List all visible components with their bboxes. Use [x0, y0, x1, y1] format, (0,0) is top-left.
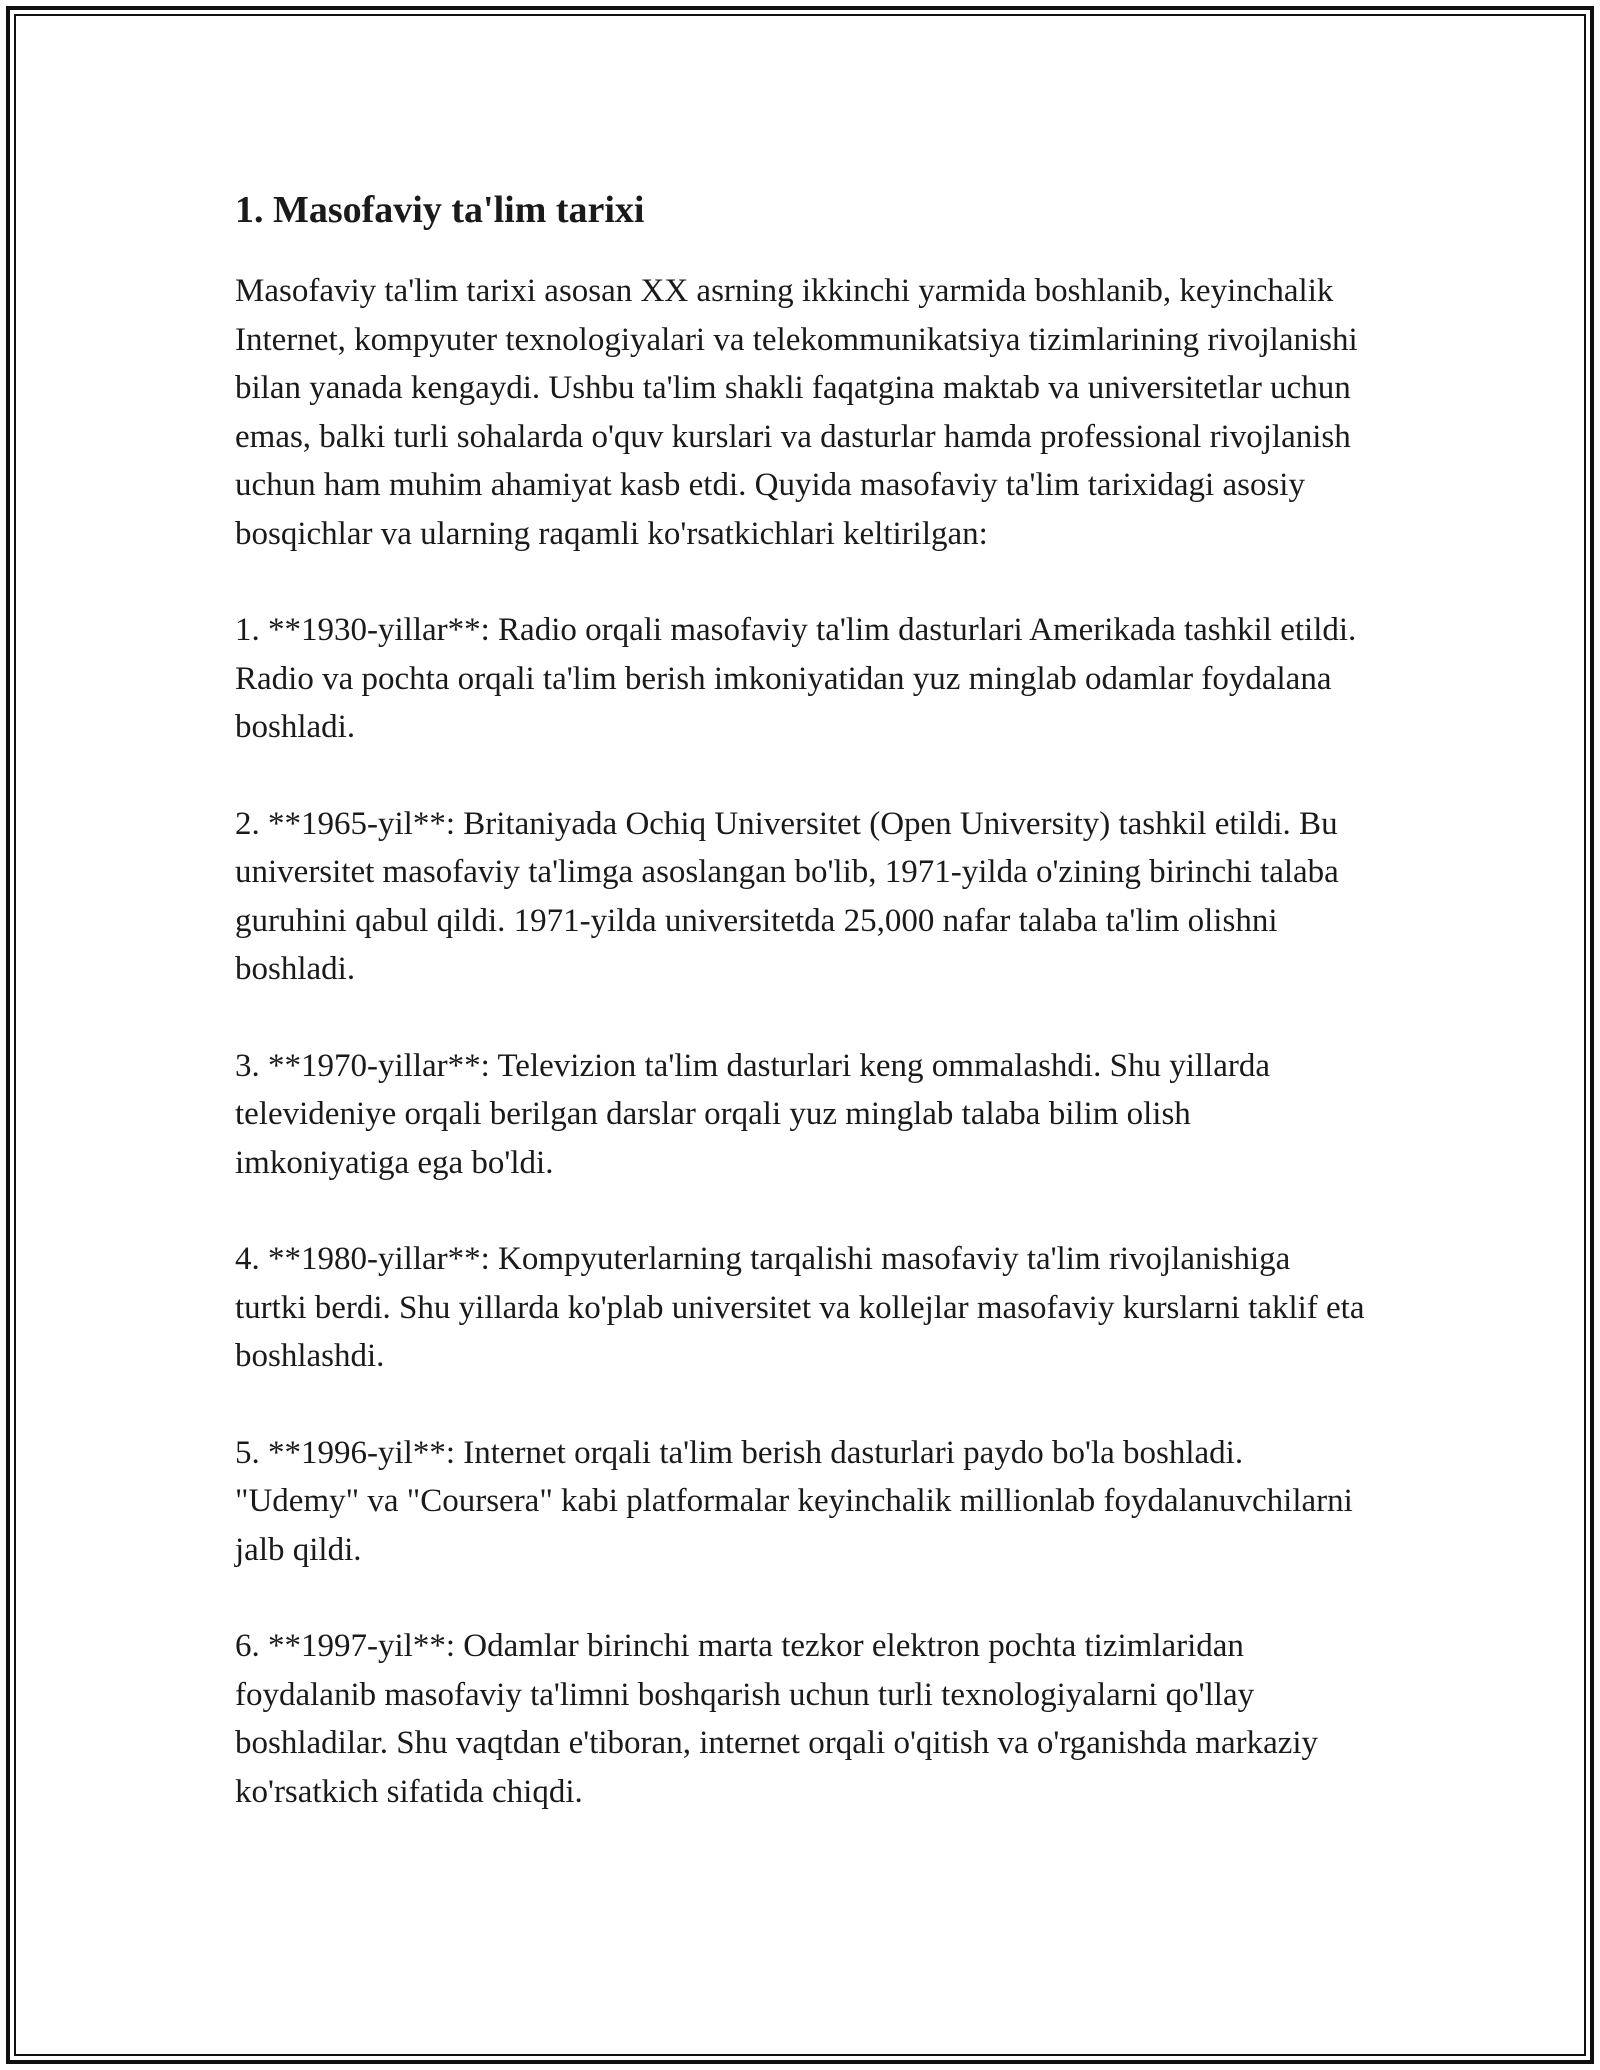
document-body [235, 186, 1370, 1864]
list-item: 6. **1997-yil**: Odamlar birinchi marta tezkor elektron pochta tizimlaridan foydalanib masofaviy ta'limni boshqarish uchun turli texnologiyalarni qo'llay boshladilar. Shu vaqtdan e'tiboran, internet orqali o'qitish va o'rganishda markaziy ko'rsatkich sifatida chiqdi. [235, 1628, 1319, 1810]
list-item: 5. **1996-yil**: Internet orqali ta'lim berish dasturlari paydo bo'la boshladi. "Udemy" va "Coursera" kabi platformalar keyinchalik millionlab foydalanuvchilarni jalb qildi. [235, 1434, 1353, 1568]
list-item: 2. **1965-yil**: Britaniyada Ochiq Universitet (Open University) tashkil etildi. Bu universitet masofaviy ta'limga asoslangan bo'lib, 1971-yilda o'zining birinchi talaba guruhini qabul qildi. 1971-yilda universitetda 25,000 nafar talaba ta'lim olishni boshladi. [235, 805, 1339, 988]
list-item: 3. **1970-yillar**: Televizion ta'lim dasturlari keng ommalashdi. Shu yillarda televideniye orqali berilgan darslar orqali yuz minglab talaba bilim olish imkoniyatiga ega bo'ldi. [235, 1047, 1270, 1181]
list-item: 1. **1930-yillar**: Radio orqali masofaviy ta'lim dasturlari Amerikada tashkil etildi. Radio va pochta orqali ta'lim berish imkoniyatidan yuz minglab odamlar foydalana boshladi. [235, 612, 1357, 746]
list-item: 4. **1980-yillar**: Kompyuterlarning tarqalishi masofaviy ta'lim rivojlanishiga turtki berdi. Shu yillarda ko'plab universitet va kollejlar masofaviy kurslarni taklif eta boshlashdi. [235, 1241, 1365, 1375]
intro-paragraph: Masofaviy ta'lim tarixi asosan XX asrning ikkinchi yarmida boshlanib, keyinchalik Internet, kompyuter texnologiyalari va telekommunikatsiya tizimlarining rivojlanishi bilan yanada kengaydi. Ushbu ta'lim shakli faqatgina maktab va universitetlar uchun emas, balki turli sohalarda o'quv kurslari va dasturlar hamda professional rivojlanish uchun ham muhim ahamiyat kasb etdi. Quyida masofaviy ta'lim tarixidagi asosiy bosqichlar va ularning raqamli ko'rsatkichlari keltirilgan: [235, 273, 1358, 552]
section-title: 1. Masofaviy ta'lim tarixi [235, 189, 645, 231]
